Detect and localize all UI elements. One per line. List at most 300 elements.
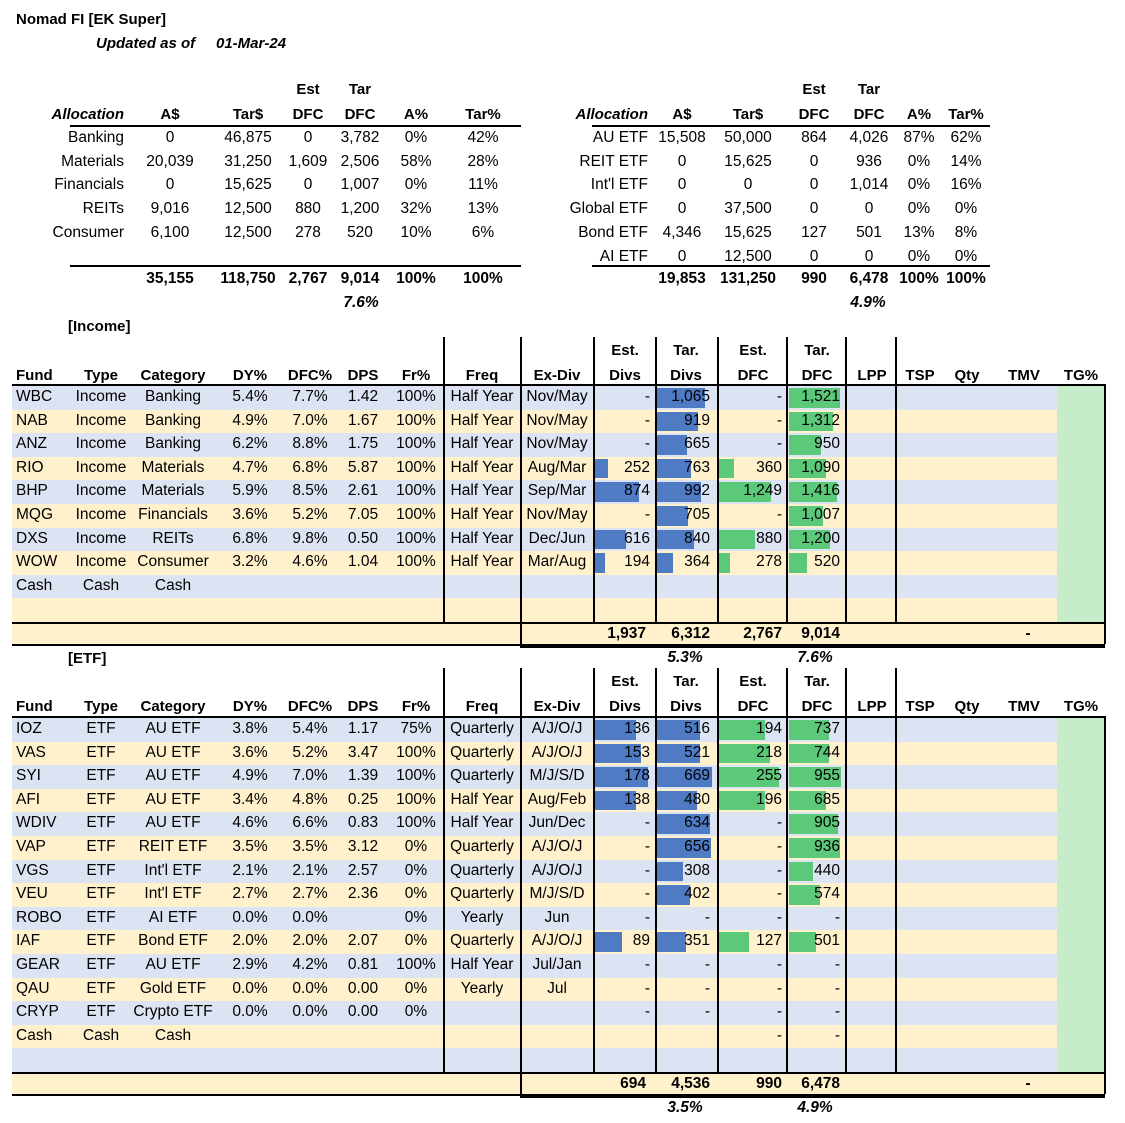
alloc-cell: 50,000 <box>724 129 772 146</box>
alloc-cell: 0 <box>809 200 819 218</box>
alloc-cell: 6,100 <box>150 223 190 241</box>
cell-dy: 3.2% <box>232 553 268 571</box>
alloc-total: 100% <box>396 270 436 287</box>
cell-dy: 4.6% <box>232 814 268 832</box>
alloc-cell: 9,016 <box>150 200 190 218</box>
cell-cat: AU ETF <box>145 956 201 973</box>
cell-dfcp: 8.5% <box>292 482 328 500</box>
cell-fr: 100% <box>396 814 436 832</box>
cell-cat: REITs <box>152 529 194 547</box>
cell-type: ETF <box>86 790 116 808</box>
cell-cat: REIT ETF <box>138 838 208 855</box>
alloc-cell: 0% <box>907 152 931 170</box>
alloc-header-top: Tar <box>348 81 372 98</box>
cell-estdfc: 196 <box>756 790 782 808</box>
cell-fr: 100% <box>396 411 436 429</box>
cell-fund: ANZ <box>16 435 47 453</box>
cell-type: Income <box>75 435 127 453</box>
total-est-divs: 694 <box>620 1075 646 1092</box>
alloc-cell: 1,014 <box>849 176 889 194</box>
cell-dfcp: 6.8% <box>292 458 328 476</box>
cell-tardfc: - <box>834 1026 840 1044</box>
column-header: Divs <box>670 698 702 715</box>
cell-exdiv: A/J/O/J <box>531 743 583 761</box>
alloc-header: Tar$ <box>232 106 264 123</box>
cell-fr: 0% <box>404 861 428 879</box>
cell-dfcp: 0.0% <box>292 979 328 997</box>
cell-freq: Quarterly <box>450 932 514 950</box>
header-top: Tar. <box>804 342 830 359</box>
column-header: Type <box>84 698 118 715</box>
column-header: DPS <box>347 367 379 384</box>
alloc-total: 118,750 <box>220 270 276 287</box>
alloc-cell: 12,500 <box>224 223 272 241</box>
alloc-cell: 32% <box>400 200 432 218</box>
cell-tardfc: 501 <box>814 932 840 950</box>
alloc-cell: 0% <box>404 176 428 194</box>
cell-tardivs: 634 <box>684 814 710 832</box>
cell-freq: Quarterly <box>450 767 514 785</box>
cell-tardfc: 905 <box>814 814 840 832</box>
cell-dy: 0.0% <box>232 979 268 997</box>
cell-fr: 100% <box>396 529 436 547</box>
cell-exdiv: Aug/Mar <box>527 458 587 476</box>
alloc-row-label: Int'l ETF <box>590 176 648 194</box>
cell-estdivs: 89 <box>632 932 650 950</box>
cell-freq: Quarterly <box>450 743 514 761</box>
column-header: Divs <box>609 698 641 715</box>
cell-dfcp: 4.8% <box>292 790 328 808</box>
cell-dy: 0.0% <box>232 908 268 926</box>
cell-type: ETF <box>86 838 116 855</box>
alloc-cell: 13% <box>467 200 499 218</box>
alloc-header: Tar% <box>465 106 501 123</box>
cell-tardivs: - <box>704 908 710 926</box>
cell-tardfc: - <box>834 979 840 997</box>
cell-fund: WOW <box>16 553 58 571</box>
column-header: Qty <box>954 367 980 384</box>
alloc-cell: 4,026 <box>849 129 889 146</box>
cell-tardivs: 402 <box>684 885 710 903</box>
alloc-cell: 0 <box>303 176 313 194</box>
cell-cat: Banking <box>144 435 201 453</box>
cell-dps: 0.50 <box>347 529 379 547</box>
cell-estdivs: 252 <box>624 458 650 476</box>
column-header: DPS <box>347 698 379 715</box>
cell-fr: 100% <box>396 435 436 453</box>
alloc-row-label: AU ETF <box>592 129 648 146</box>
cell-dps: 1.39 <box>347 767 379 785</box>
cell-type: Income <box>75 506 127 523</box>
alloc-cell: 0% <box>907 176 931 194</box>
totals-row-bg <box>12 622 1105 644</box>
alloc-cell: 58% <box>400 152 432 170</box>
alloc-header: DFC <box>798 106 830 123</box>
column-header: TSP <box>905 698 935 715</box>
sheet-title: Nomad FI [EK Super] <box>16 11 167 28</box>
cell-fund: WDIV <box>16 814 57 832</box>
cell-dfcp: 3.5% <box>292 838 328 855</box>
cell-tardfc: 1,312 <box>801 411 840 429</box>
alloc-header: DFC <box>853 106 885 123</box>
cell-dy: 6.8% <box>232 529 268 547</box>
cell-estdivs: 178 <box>624 767 650 785</box>
alloc-cell: 15,625 <box>724 223 772 241</box>
alloc-cell: 3,782 <box>340 129 380 146</box>
cell-dps: 0.25 <box>347 790 379 808</box>
tg-column-fill <box>1057 386 1105 622</box>
section-label: [ETF] <box>68 650 107 667</box>
totals-underline <box>520 646 1105 648</box>
cell-fr: 100% <box>396 767 436 785</box>
totals-underline <box>520 1096 1105 1098</box>
cell-fr: 75% <box>400 720 432 737</box>
cell-freq: Half Year <box>450 482 514 500</box>
alloc-total: 100% <box>946 270 986 287</box>
cell-dy: 3.6% <box>232 506 268 523</box>
alloc-header: DFC <box>292 106 324 123</box>
cell-dy: 2.1% <box>232 861 268 879</box>
cell-estdfc: - <box>776 956 782 973</box>
alloc-cell: 0 <box>165 176 175 194</box>
cell-estdivs: - <box>644 411 650 429</box>
cell-tardivs: 308 <box>684 861 710 879</box>
cell-exdiv: M/J/S/D <box>529 767 585 785</box>
header-top: Tar. <box>804 673 830 690</box>
column-header: Divs <box>670 367 702 384</box>
cell-estdfc: 127 <box>756 932 782 950</box>
alloc-total: 2,767 <box>288 270 328 287</box>
total-tar-divs: 4,536 <box>671 1075 710 1092</box>
cell-dfcp: 2.1% <box>292 861 328 879</box>
alloc-cell: 0 <box>864 247 874 265</box>
total-tar-dfc: 6,478 <box>801 1075 840 1092</box>
alloc-cell: 864 <box>801 129 827 146</box>
cell-dfcp: 7.0% <box>292 767 328 785</box>
cell-fund: WBC <box>16 388 53 405</box>
alloc-cell: 0 <box>677 176 687 194</box>
alloc-header-top: Tar <box>857 81 881 98</box>
cell-exdiv: Nov/May <box>526 506 588 523</box>
alloc-cell: 1,200 <box>340 200 380 218</box>
cell-dps: 1.67 <box>347 411 379 429</box>
cell-tardivs: 351 <box>684 932 710 950</box>
cell-exdiv: Jun <box>544 908 570 926</box>
cell-estdivs: 194 <box>624 553 650 571</box>
alloc-cell: 2,506 <box>340 152 380 170</box>
header-top: Tar. <box>673 342 699 359</box>
cell-estdivs: 136 <box>624 720 650 737</box>
alloc-total: 100% <box>899 270 939 287</box>
alloc-cell: 20,039 <box>146 152 194 170</box>
alloc-header-top: Est <box>802 81 826 98</box>
alloc-cell: 0 <box>677 247 687 265</box>
cell-tardfc: 1,090 <box>801 458 840 476</box>
cell-dy: 4.7% <box>232 458 268 476</box>
alloc-cell: 12,500 <box>724 247 772 265</box>
cell-estdfc: 194 <box>756 720 782 737</box>
alloc-total: 35,155 <box>146 270 194 287</box>
cell-cat: Int'l ETF <box>144 885 202 903</box>
table-bottom-rule <box>12 1072 1105 1074</box>
cell-fund: VGS <box>16 861 49 879</box>
cell-fund: AFI <box>16 790 41 808</box>
alloc-row-label: Materials <box>61 152 124 170</box>
cell-exdiv: Aug/Feb <box>527 790 587 808</box>
cell-cat: AI ETF <box>148 908 198 926</box>
cell-tardfc: 574 <box>814 885 840 903</box>
cell-fund: IOZ <box>16 720 42 737</box>
cell-dy: 4.9% <box>232 767 268 785</box>
cell-estdivs: - <box>644 885 650 903</box>
cell-fund: RIO <box>16 458 44 476</box>
alloc-header: A% <box>906 106 932 123</box>
header-rule <box>12 716 1105 718</box>
cell-fr: 100% <box>396 956 436 973</box>
cell-freq: Quarterly <box>450 861 514 879</box>
alloc-cell: 10% <box>400 223 432 241</box>
column-header: TMV <box>1008 367 1040 384</box>
alloc-total: 19,853 <box>658 270 706 287</box>
cell-dps: 2.57 <box>347 861 379 879</box>
alloc-cell: 87% <box>903 129 935 146</box>
cell-type: Income <box>75 388 127 405</box>
cell-dps: 3.47 <box>347 743 379 761</box>
alloc-cell: 6% <box>471 223 495 241</box>
cell-fr: 0% <box>404 885 428 903</box>
alloc-cell: 278 <box>295 223 321 241</box>
alloc-cell: 15,508 <box>658 129 706 146</box>
cell-fr: 100% <box>396 506 436 523</box>
column-header: LPP <box>857 367 887 384</box>
alloc-total-rule <box>70 265 521 267</box>
alloc-cell: 12,500 <box>224 200 272 218</box>
cell-freq: Half Year <box>450 458 514 476</box>
cell-dy: 3.5% <box>232 838 268 855</box>
cell-exdiv: Mar/Aug <box>527 553 587 571</box>
cell-dps: 5.87 <box>347 458 379 476</box>
table-right-border <box>1104 384 1106 644</box>
pct-dfc: 4.9% <box>797 1099 833 1116</box>
alloc-cell: 501 <box>856 223 882 241</box>
cell-exdiv: Nov/May <box>526 411 588 429</box>
cell-tardivs: 1,065 <box>671 388 710 405</box>
cell-dfcp: 9.8% <box>292 529 328 547</box>
cell-estdfc: - <box>776 1026 782 1044</box>
cell-dps: 2.61 <box>347 482 379 500</box>
alloc-cell: 46,875 <box>224 129 272 146</box>
cell-type: Cash <box>82 576 120 594</box>
cell-freq: Quarterly <box>450 885 514 903</box>
cell-cat: Cash <box>154 1026 192 1044</box>
cell-dy: 2.9% <box>232 956 268 973</box>
cell-type: ETF <box>86 932 116 950</box>
cell-cat: Crypto ETF <box>133 1003 213 1021</box>
table-row-bg <box>12 1048 1105 1072</box>
header-top: Est. <box>739 673 767 690</box>
alloc-cell: 0 <box>677 200 687 218</box>
cell-fund: GEAR <box>16 956 60 973</box>
alloc-cell: 0 <box>864 200 874 218</box>
cell-exdiv: A/J/O/J <box>531 720 583 737</box>
cell-type: ETF <box>86 979 116 997</box>
cell-type: ETF <box>86 1003 116 1021</box>
cell-estdivs: 616 <box>624 529 650 547</box>
cell-tardfc: 936 <box>814 838 840 855</box>
alloc-cell: 0% <box>907 200 931 218</box>
cell-tardivs: 480 <box>684 790 710 808</box>
alloc-cell: 0 <box>165 129 175 146</box>
alloc-cell: 0 <box>743 176 753 194</box>
cell-fr: 100% <box>396 388 436 405</box>
cell-estdivs: 153 <box>624 743 650 761</box>
cell-cat: Consumer <box>137 553 209 571</box>
cell-estdivs: - <box>644 1003 650 1021</box>
column-header: TSP <box>905 367 935 384</box>
column-header: DFC <box>737 698 769 715</box>
alloc-header: A$ <box>672 106 692 123</box>
section-label: [Income] <box>68 318 131 335</box>
column-header: Type <box>84 367 118 384</box>
cell-exdiv: Jul/Jan <box>532 956 582 973</box>
column-header: Freq <box>465 698 499 715</box>
cell-estdfc: - <box>776 435 782 453</box>
cell-dfcp: 5.2% <box>292 506 328 523</box>
cell-estdfc: - <box>776 861 782 879</box>
cell-dps: 2.36 <box>347 885 379 903</box>
alloc-cell: 0 <box>809 152 819 170</box>
alloc-cell: 520 <box>347 223 373 241</box>
column-header: Divs <box>609 367 641 384</box>
column-header: Fund <box>16 698 53 715</box>
alloc-cell: 0 <box>677 152 687 170</box>
alloc-cell: 15,625 <box>724 152 772 170</box>
alloc-row-label: Banking <box>67 129 124 146</box>
alloc-row-label: Global ETF <box>569 200 648 218</box>
cell-cat: AU ETF <box>145 743 201 761</box>
header-top: Est. <box>739 342 767 359</box>
pct-divs: 5.3% <box>667 649 703 666</box>
alloc-header: DFC <box>344 106 376 123</box>
cell-fund: SYI <box>16 767 41 785</box>
pct-divs: 3.5% <box>667 1099 703 1116</box>
cell-estdivs: - <box>644 956 650 973</box>
column-divider <box>895 668 897 1072</box>
cell-tardfc: 1,521 <box>801 388 840 405</box>
table-row-bg <box>12 598 1105 622</box>
cell-type: Income <box>75 411 127 429</box>
cell-tardfc: - <box>834 908 840 926</box>
cell-tardfc: 737 <box>814 720 840 737</box>
cell-cat: Materials <box>141 458 205 476</box>
cell-tardfc: - <box>834 1003 840 1021</box>
cell-tardfc: 744 <box>814 743 840 761</box>
cell-estdfc: - <box>776 506 782 523</box>
column-header: DFC% <box>287 367 333 384</box>
cell-fr: 100% <box>396 482 436 500</box>
cell-exdiv: Dec/Jun <box>528 529 586 547</box>
alloc-total: 6,478 <box>849 270 889 287</box>
cell-dfcp: 2.0% <box>292 932 328 950</box>
cell-fund: Cash <box>16 1026 53 1044</box>
alloc-dfc-pct: 7.6% <box>343 294 379 311</box>
cell-fund: QAU <box>16 979 50 997</box>
cell-estdfc: 360 <box>756 458 782 476</box>
cell-tardfc: - <box>834 956 840 973</box>
cell-dfcp: 4.6% <box>292 553 328 571</box>
cell-freq: Half Year <box>450 814 514 832</box>
cell-freq: Quarterly <box>450 720 514 737</box>
cell-dy: 3.8% <box>232 720 268 737</box>
cell-freq: Half Year <box>450 388 514 405</box>
cell-type: ETF <box>86 956 116 973</box>
cell-cat: Gold ETF <box>139 979 207 997</box>
alloc-header-top: Est <box>296 81 320 98</box>
cell-dps: 7.05 <box>347 506 379 523</box>
cell-estdivs: - <box>644 435 650 453</box>
cell-tardfc: 950 <box>814 435 840 453</box>
cell-type: Income <box>75 553 127 571</box>
alloc-row-label: AI ETF <box>599 247 648 265</box>
alloc-row-label: Consumer <box>52 223 124 241</box>
cell-tardfc: 1,007 <box>801 506 840 523</box>
alloc-total-rule <box>592 265 990 267</box>
total-tar-dfc: 9,014 <box>801 625 840 642</box>
cell-dps: 0.00 <box>347 1003 379 1021</box>
cell-fr: 0% <box>404 979 428 997</box>
cell-estdfc: 880 <box>756 529 782 547</box>
cell-freq: Half Year <box>450 790 514 808</box>
header-top: Tar. <box>673 673 699 690</box>
cell-cat: AU ETF <box>145 767 201 785</box>
cell-cat: AU ETF <box>145 814 201 832</box>
column-header: Category <box>140 367 206 384</box>
cell-tardivs: 516 <box>684 720 710 737</box>
cell-estdivs: 138 <box>624 790 650 808</box>
total-est-dfc: 2,767 <box>743 625 782 642</box>
cell-dfcp: 5.4% <box>292 720 328 737</box>
column-header: DFC <box>737 367 769 384</box>
cell-dps: 1.42 <box>347 388 379 405</box>
cell-estdivs: - <box>644 979 650 997</box>
cell-dy: 2.7% <box>232 885 268 903</box>
cell-estdivs: - <box>644 388 650 405</box>
alloc-row-label: REITs <box>82 200 124 218</box>
cell-dfcp: 8.8% <box>292 435 328 453</box>
cell-dy: 2.0% <box>232 932 268 950</box>
alloc-header-rule <box>70 125 521 127</box>
cell-exdiv: A/J/O/J <box>531 932 583 950</box>
cell-tardivs: 364 <box>684 553 710 571</box>
cell-cat: AU ETF <box>145 790 201 808</box>
alloc-cell: 1,609 <box>288 152 328 170</box>
cell-fund: VAP <box>16 838 46 855</box>
cell-fund: ROBO <box>16 908 62 926</box>
total-tg: - <box>1025 625 1031 642</box>
cell-freq: Quarterly <box>450 838 514 855</box>
cell-dfcp: 7.7% <box>292 388 328 405</box>
tg-column-fill <box>1057 718 1105 1072</box>
alloc-cell: 0% <box>907 247 931 265</box>
cell-estdfc: - <box>776 411 782 429</box>
cell-fund: CRYP <box>16 1003 59 1021</box>
cell-dps: 0.00 <box>347 979 379 997</box>
cell-cat: Int'l ETF <box>144 861 202 879</box>
alloc-header: Tar% <box>948 106 984 123</box>
cell-dy: 5.9% <box>232 482 268 500</box>
cell-exdiv: M/J/S/D <box>529 885 585 903</box>
alloc-cell: 15,625 <box>224 176 272 194</box>
